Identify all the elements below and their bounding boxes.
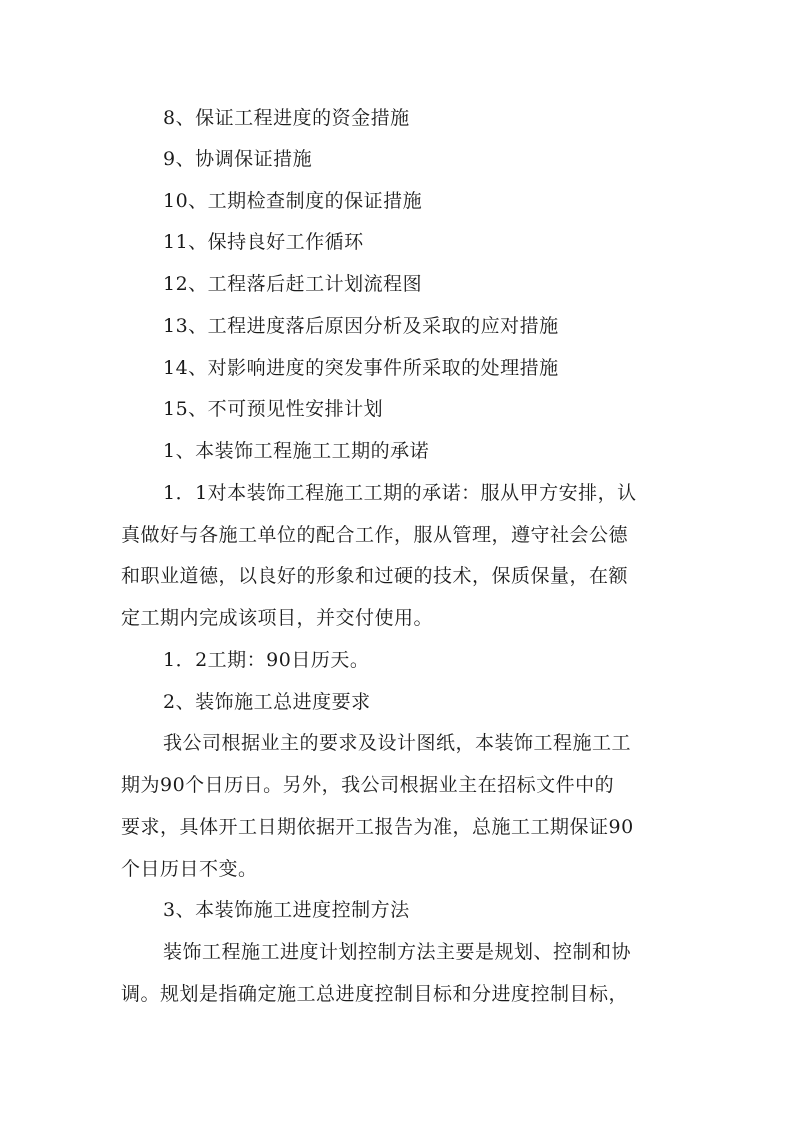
section-2-paragraph-line: 期为90个日历日。另外，我公司根据业主在招标文件中的 <box>121 774 615 796</box>
section-3-heading: 3、本装饰施工进度控制方法 <box>163 899 410 921</box>
toc-item-10: 10、工期检查制度的保证措施 <box>163 190 423 212</box>
toc-item-14: 14、对影响进度的突发事件所采取的处理措施 <box>163 357 559 379</box>
section-1-heading: 1、本装饰工程施工工期的承诺 <box>163 440 430 462</box>
toc-item-11: 11、保持良好工作循环 <box>163 231 364 253</box>
section-1-paragraph-line: 真做好与各施工单位的配合工作，服从管理，遵守社会公德 <box>121 524 629 546</box>
section-2-paragraph-line: 我公司根据业主的要求及设计图纸，本装饰工程施工工 <box>163 732 632 754</box>
toc-item-15: 15、不可预见性安排计划 <box>163 398 384 420</box>
section-3-paragraph-line: 调。规划是指确定施工总进度控制目标和分进度控制目标， <box>121 983 629 1005</box>
section-1-paragraph-line: 1．1对本装饰工程施工工期的承诺：服从甲方安排，认 <box>163 482 637 504</box>
toc-item-13: 13、工程进度落后原因分析及采取的应对措施 <box>163 315 559 337</box>
toc-item-9: 9、协调保证措施 <box>163 148 313 170</box>
section-2-heading: 2、装饰施工总进度要求 <box>163 691 371 713</box>
toc-item-12: 12、工程落后赶工计划流程图 <box>163 273 423 295</box>
toc-item-8: 8、保证工程进度的资金措施 <box>163 107 410 129</box>
section-2-paragraph-line: 要求，具体开工日期依据开工报告为准，总施工工期保证90 <box>121 816 634 838</box>
section-1-paragraph-line: 和职业道德，以良好的形象和过硬的技术，保质保量，在额 <box>121 565 629 587</box>
section-1-duration: 1．2工期：90日历天。 <box>163 649 370 671</box>
section-2-paragraph-line: 个日历日不变。 <box>121 858 258 880</box>
section-1-paragraph-line: 定工期内完成该项目，并交付使用。 <box>121 607 434 629</box>
section-3-paragraph-line: 装饰工程施工进度计划控制方法主要是规划、控制和协 <box>163 941 632 963</box>
